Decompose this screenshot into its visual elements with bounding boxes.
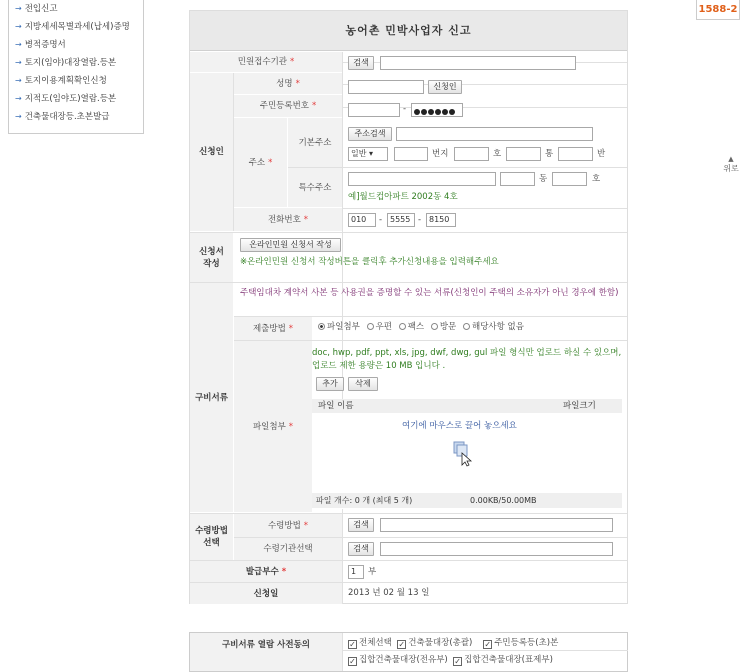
nav-item-label: 토지이용계획확인신청	[24, 76, 107, 86]
copies-input[interactable]: 1	[348, 565, 364, 579]
address-label: 주소 *	[234, 118, 287, 207]
date-label: 신청일	[190, 583, 342, 604]
rrn-label: 주민등록번호 *	[234, 95, 342, 117]
label-text: 수령방법	[267, 520, 301, 531]
radio-fax[interactable]	[395, 322, 424, 332]
application-note: ※온라인민원 신청서 작성버튼을 클릭후 추가신청내용을 입력해주세요	[240, 257, 499, 267]
consent-building-total-checkbox[interactable]: ✓ 건축물대장(총괄)	[398, 638, 473, 649]
copies-unit: 부	[368, 567, 377, 577]
scroll-top-label: 위로	[723, 164, 739, 173]
consent-box	[189, 632, 628, 672]
bunji-label: 번지	[432, 149, 449, 159]
phone-input-2[interactable]: 5555	[387, 213, 415, 227]
arrow-icon: →	[15, 4, 22, 13]
label-text: 발급부수	[245, 566, 279, 577]
applicant-group-label: 신청인	[190, 73, 233, 231]
nav-item[interactable]	[15, 0, 143, 18]
name-input[interactable]	[348, 80, 424, 94]
file-status-bar	[312, 493, 622, 508]
label-text: 주소	[248, 157, 266, 168]
submit-method-radios	[314, 322, 524, 333]
file-upload-area[interactable]	[312, 399, 622, 509]
left-nav	[8, 0, 144, 134]
checkbox-label: 집합건축물대장(전유부)	[359, 655, 448, 665]
applicant-button[interactable]: 신청인	[428, 80, 462, 94]
checkbox-label: 전체선택	[359, 638, 392, 648]
receive-office-label: 수령기관선택	[234, 538, 342, 560]
nav-item[interactable]	[15, 108, 143, 126]
name-label: 성명 *	[234, 73, 342, 94]
tong-label: 통	[545, 149, 554, 159]
file-count: 파일 개수: 0 개 (최대 5 개)	[316, 496, 413, 505]
label-text: 신청서 작성	[199, 246, 224, 269]
nav-item-label: 토지(임야)대장열람.등본	[24, 58, 117, 68]
arrow-icon: →	[15, 22, 22, 31]
add-file-button[interactable]: 추가	[316, 377, 344, 391]
consent-label: 구비서류 열람 사전동의	[190, 633, 342, 671]
scroll-top-button[interactable]	[719, 156, 740, 174]
consent-resident-checkbox[interactable]: ✓ 주민등록등(초)본	[484, 638, 559, 649]
ho-label: 호	[493, 149, 502, 159]
phone-dash: -	[379, 215, 383, 225]
phone-input-3[interactable]: 8150	[426, 213, 456, 227]
radio-none[interactable]	[459, 322, 524, 332]
radio-label: 해당사항 없음	[471, 322, 524, 332]
office-search-button[interactable]: 검색	[348, 56, 374, 70]
row-divider	[190, 282, 627, 283]
nav-item[interactable]	[15, 90, 143, 108]
office-input[interactable]	[380, 56, 576, 70]
phone-label: 전화번호 *	[234, 208, 342, 231]
nav-item-label: 병적증명서	[24, 40, 66, 50]
online-application-button[interactable]: 온라인민원 신청서 작성	[240, 238, 341, 252]
checkbox-label: 주민등록등(초)본	[494, 638, 559, 648]
consent-row-2	[348, 655, 553, 666]
receive-office-search-button[interactable]: 검색	[348, 542, 374, 556]
delete-file-button[interactable]: 삭제	[348, 377, 378, 391]
nav-item[interactable]	[15, 21, 137, 33]
radio-label: 파일첨부	[327, 322, 360, 332]
nav-item[interactable]	[15, 54, 143, 72]
col-divider	[342, 633, 343, 671]
row-divider	[190, 232, 627, 233]
receive-group-label	[190, 514, 233, 560]
special-address-label: 특수주소	[288, 168, 342, 207]
arrow-icon: →	[15, 40, 22, 49]
nav-item-label: 지적도(임야도)열람.등본	[24, 94, 117, 104]
address-search-button[interactable]: 주소검색	[348, 127, 392, 141]
tong-input[interactable]	[506, 147, 541, 161]
caret-up-icon: ▲	[728, 155, 734, 163]
ban-label: 반	[597, 149, 606, 159]
dong-input[interactable]	[500, 172, 535, 186]
nav-item-label: 전입신고	[24, 4, 58, 14]
receive-method-label: 수령방법 *	[234, 514, 342, 537]
col-file-name: 파일 이름	[318, 401, 354, 411]
special-address-input[interactable]	[348, 172, 496, 186]
consent-all-checkbox[interactable]: ✓ 전체선택	[349, 638, 392, 649]
checkbox-label: 건축물대장(총괄)	[408, 638, 473, 648]
attach-label: 파일첨부 *	[234, 341, 312, 512]
drag-drop-icon	[452, 441, 474, 467]
application-date: 2013 년 02 월 13 일	[348, 588, 430, 598]
label-text: 민원접수기관	[237, 57, 288, 67]
consent-collective-exclusive-checkbox[interactable]: ✓ 집합건축물대장(전유부)	[349, 655, 448, 666]
arrow-icon: →	[15, 76, 22, 85]
application-form	[189, 10, 628, 604]
call-center-badge	[696, 0, 740, 20]
copies-label: 발급부수 *	[190, 561, 342, 582]
col-file-size: 파일크기	[563, 401, 596, 411]
basic-address-label: 기본주소	[288, 118, 342, 167]
receive-method-input[interactable]	[380, 518, 613, 532]
radio-mail[interactable]	[363, 322, 392, 332]
label-text: 수령방법 선택	[195, 526, 228, 548]
label-text: 제출방법	[252, 323, 286, 334]
col-divider	[233, 73, 234, 231]
phone-dash: -	[418, 215, 422, 225]
ban-input[interactable]	[558, 147, 593, 161]
rrn-front-input[interactable]	[348, 103, 400, 117]
application-label	[190, 233, 233, 282]
label-text: 성명	[276, 78, 293, 89]
radio-label: 우편	[375, 322, 392, 332]
form-title: 농어촌 민박사업자 신고	[190, 11, 627, 51]
address-type-select[interactable]: 일반 ▾	[348, 147, 388, 161]
label-text: 전화번호	[267, 214, 301, 225]
consent-collective-title-checkbox[interactable]: ✓ 집합건축물대장(표제부)	[454, 655, 553, 666]
special-ho-input[interactable]	[552, 172, 587, 186]
radio-file[interactable]	[314, 322, 360, 332]
arrow-icon: →	[15, 112, 22, 121]
documents-description: 주택임대차 계약서 사본 등 사용권을 증명할 수 있는 서류(신청인이 주택의 소유자가 아닌 경우에 한함)	[240, 288, 619, 298]
radio-visit[interactable]	[427, 322, 456, 332]
rrn-dash: -	[403, 104, 407, 114]
phone-number: 1588-2	[698, 4, 738, 15]
file-size-info: 0.00KB/50.00MB	[470, 496, 537, 505]
consent-row-1	[348, 638, 558, 649]
rrn-back-input[interactable]	[411, 103, 463, 117]
checkbox-label: 집합건축물대장(표제부)	[464, 655, 553, 665]
phone-input-1[interactable]: 010	[348, 213, 376, 227]
radio-label: 팩스	[407, 322, 425, 332]
nav-item-label: 건축물대장등.초본발급	[24, 112, 110, 122]
basic-address-input[interactable]	[396, 127, 593, 141]
documents-label: 구비서류	[190, 283, 233, 512]
nav-item-label: 지방세세목별과세(납세)증명	[24, 22, 130, 32]
drop-hint: 여기에 마우스로 끌어 놓으세요	[402, 421, 517, 431]
file-list-header	[312, 399, 622, 413]
radio-label: 방문	[439, 322, 457, 332]
nav-item[interactable]	[15, 36, 143, 54]
attach-note: doc, hwp, pdf, ppt, xls, jpg, dwf, dwg, gul 파일 형식만 업로드 하실 수 있으며,업로드 제한 용량은 10 MB 입니다 .	[312, 348, 622, 371]
office-label: 민원접수기관 *	[190, 52, 342, 72]
arrow-icon: →	[15, 94, 22, 103]
receive-office-input[interactable]	[380, 542, 613, 556]
label-text: 파일첨부	[252, 421, 286, 432]
address-example: 예]월드컵아파트 2002동 4호	[348, 192, 458, 202]
ho-input[interactable]	[454, 147, 489, 161]
special-ho-label: 호	[592, 174, 601, 184]
submit-method-label: 제출방법 *	[234, 317, 312, 340]
row-divider	[342, 650, 628, 651]
bunji-input[interactable]	[394, 147, 428, 161]
arrow-icon: →	[15, 58, 22, 67]
label-text: 주민등록번호	[259, 101, 310, 111]
nav-item[interactable]	[15, 72, 143, 90]
receive-method-search-button[interactable]: 검색	[348, 518, 374, 532]
dong-label: 동	[539, 174, 548, 184]
